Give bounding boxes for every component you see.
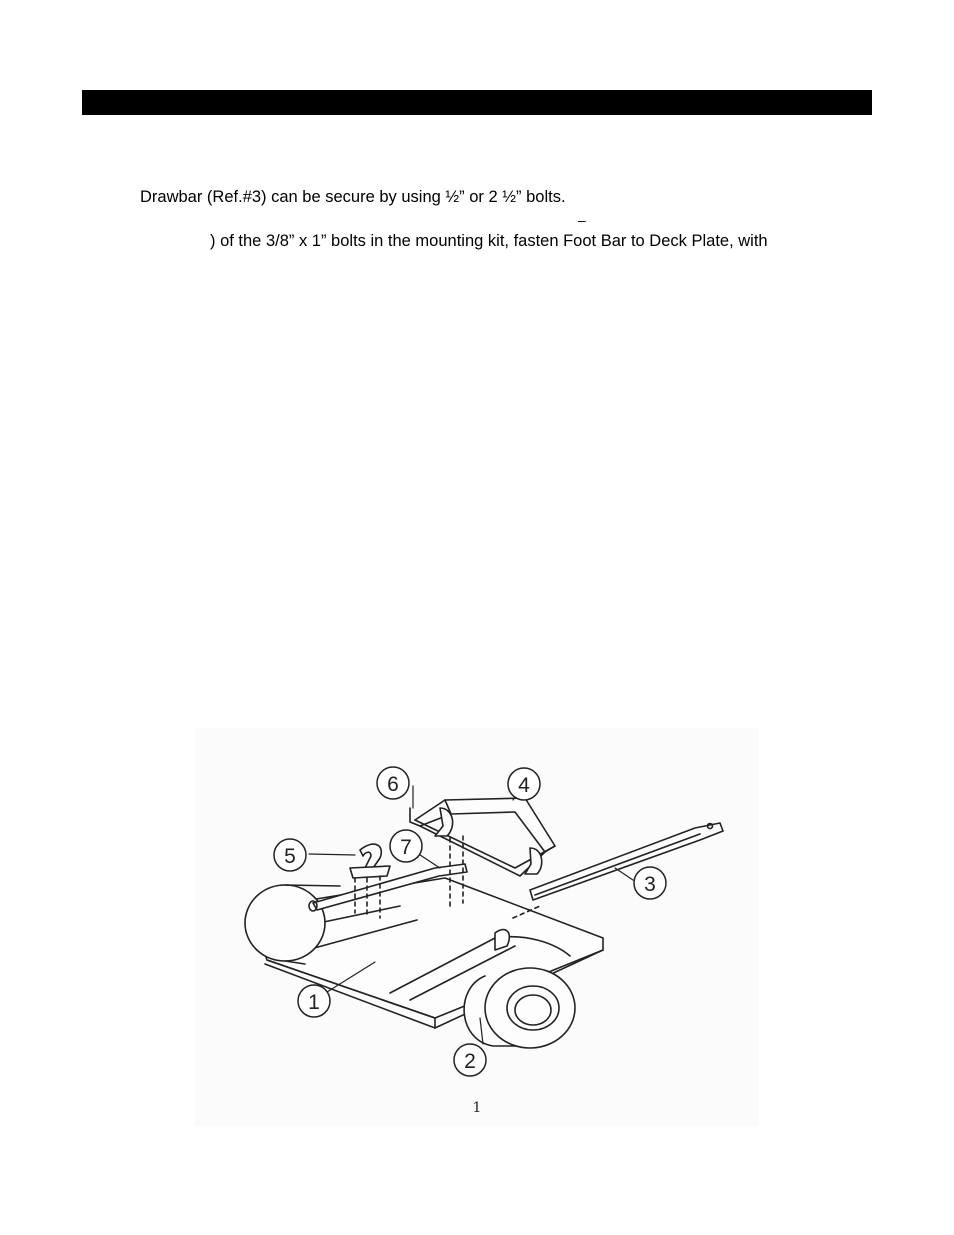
foot-bar-frame-drawing <box>410 798 555 876</box>
callout-2-label: 2 <box>464 1050 476 1073</box>
assembly-diagram <box>195 728 759 1126</box>
instruction-line-2: ) of the 3/8” x 1” bolts in the mounting kit, fasten Foot Bar to Deck Plate, with <box>210 232 768 250</box>
callout-4 <box>508 768 540 800</box>
callout-6-label: 6 <box>387 773 399 796</box>
callout-3 <box>634 867 666 899</box>
page-number: 1 <box>472 1100 482 1116</box>
drawbar-drawing <box>530 823 723 900</box>
callout-1-label: 1 <box>308 991 320 1014</box>
instruction-line-1: Drawbar (Ref.#3) can be secure by using ½” or 2 ½” bolts. <box>140 188 566 206</box>
callout-7 <box>390 830 422 862</box>
right-wheel-drawing <box>464 968 575 1048</box>
callout-2 <box>454 1044 486 1076</box>
bracket-drawing <box>350 844 390 878</box>
instruction-dash: – <box>578 212 586 228</box>
callout-5-label: 5 <box>284 845 296 868</box>
callout-3-label: 3 <box>644 873 656 896</box>
callout-4-label: 4 <box>518 774 530 797</box>
assembly-diagram-drawing <box>195 728 759 1126</box>
section-header-bar <box>82 90 872 115</box>
callout-6 <box>377 767 409 799</box>
callout-7-label: 7 <box>400 836 412 859</box>
callout-1 <box>298 985 330 1017</box>
callout-5 <box>274 839 306 871</box>
